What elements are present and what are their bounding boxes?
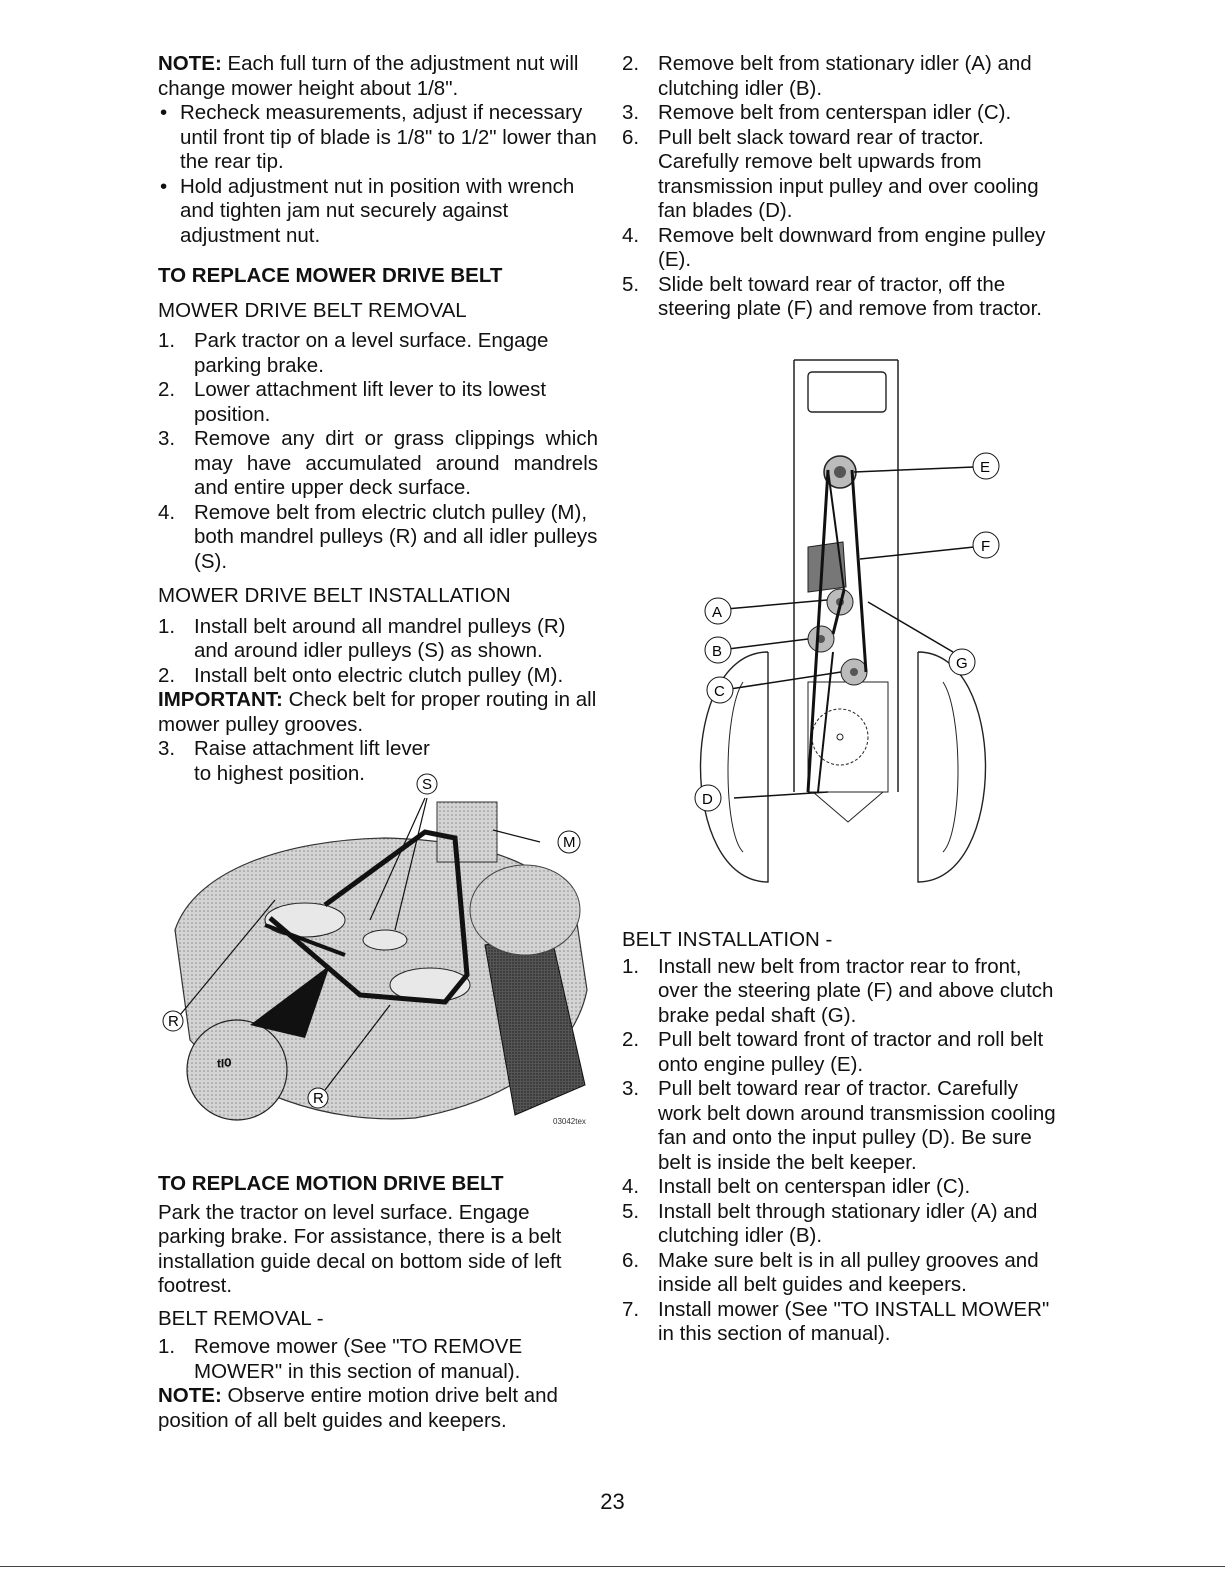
note-label: NOTE: [158,1384,222,1407]
step-text: Pull belt slack toward rear of tractor. Carefully remove belt upwards from transmission input pulley and over cooling fan blades (D). [658,125,1039,222]
bullet-dot: • [160,101,168,124]
list-item [622,273,1062,322]
step-number: 3. [158,427,176,450]
step-number: 1. [158,614,176,638]
callout-f: F [981,538,991,555]
list-item [622,1249,1062,1298]
step-number: 3. [622,101,640,124]
bullet-item [158,101,598,175]
step-text: Install mower (See "TO INSTALL MOWER" in this section of manual). [658,1297,1050,1345]
note-adjustment [158,52,598,101]
step-text: Lower attachment lift lever to its lowest position. [194,378,547,426]
step-number: 3. [158,737,176,760]
list-item [622,1298,1062,1347]
deck-housing [470,865,580,955]
callout-b: B [712,643,723,660]
page-number: 23 [600,1489,625,1514]
idler-pulley [363,930,407,950]
detail-inset [187,1020,287,1120]
step-text: Remove mower (See "TO REMOVE MOWER" in this section of manual). [194,1335,523,1383]
step-text: Pull belt toward rear of tractor. Carefully work belt down around transmission cooling fan and onto the input pulley (D). Be sure belt is inside the belt keeper. [658,1077,1056,1174]
step-number: 4. [622,223,640,247]
list-item [158,501,598,575]
mower-deck-figure [155,770,600,1135]
callout-e: E [980,459,991,476]
step-text: Park tractor on a level surface. Engage parking brake. [194,329,549,377]
step-text: Remove belt from electric clutch pulley (M), both mandrel pulleys (R) and all idler pulleys (S). [194,500,598,573]
step-text: Slide belt toward rear of tractor, off the steering plate (F) and remove from tractor. [658,272,1042,320]
step-text: Remove any dirt or grass clippings which may have accumulated around mandrels and entire upper deck surface. [194,427,598,499]
list-item [622,955,1062,1029]
subheading-mower-belt-removal: MOWER DRIVE BELT REMOVAL [158,298,467,322]
callout-r: R [313,1090,324,1107]
important-text: Check belt for proper routing in all mower pulley grooves. [158,688,597,736]
step-text: Install belt on centerspan idler (C). [658,1175,971,1198]
callout-d: D [702,791,713,808]
list-item [158,378,598,427]
bullet-item [158,175,598,249]
front-plate [808,372,886,412]
note-observe-belt [158,1384,598,1433]
important-note [158,688,598,737]
callout-c: C [714,683,725,700]
motion-drive-belt [808,470,866,792]
figure-code: 03042tex [553,1117,586,1126]
step-number: 6. [622,1248,640,1272]
step-number: 1. [158,329,176,352]
step-number: 4. [622,1175,640,1198]
mandrel-pulley [265,903,345,937]
motion-intro-paragraph: Park the tractor on level surface. Engage parking brake. For assistance, there is a belt installation guide decal on bottom side of left footrest. [158,1200,562,1297]
list-item [622,1175,1062,1200]
step-text: Remove belt downward from engine pulley (E). [658,223,1046,271]
step-text: Install belt through stationary idler (A) and clutching idler (B). [658,1199,1038,1247]
step-text: Install belt around all mandrel pulleys (R) and around idler pulleys (S) as shown. [194,614,566,662]
list-item [622,1077,1062,1175]
step-number: 2. [622,1028,640,1051]
subheading-belt-removal: BELT REMOVAL - [158,1306,324,1330]
note-text: Observe entire motion drive belt and position of all belt guides and keepers. [158,1384,558,1432]
svg-text:ᵗᴵ⁰: ᵗᴵ⁰ [217,1056,232,1076]
important-label: IMPORTANT: [158,688,283,711]
step-text: Pull belt toward front of tractor and roll belt onto engine pulley (E). [658,1028,1044,1076]
step-number: 6. [622,125,640,149]
step-text: Remove belt from stationary idler (A) and clutching idler (B). [658,52,1032,100]
step-number: 4. [158,500,176,524]
right-column-lower [622,928,1062,1347]
step-number: 5. [622,272,640,296]
step-number: 5. [622,1199,640,1223]
heading-replace-motion-drive-belt: TO REPLACE MOTION DRIVE BELT [158,1172,504,1195]
callout-g: G [956,655,968,672]
note-text: Each full turn of the adjustment nut will change mower height about 1/8". [158,52,579,100]
step-number: 2. [622,52,640,75]
step-number: 3. [622,1077,640,1100]
bullet-text: Recheck measurements, adjust if necessary until front tip of blade is 1/8" to 1/2" lower than the rear tip. [180,101,597,173]
tractor-belt-routing-figure [668,352,1018,892]
step-number: 2. [158,663,176,687]
step-text: Make sure belt is in all pulley grooves and inside all belt guides and keepers. [658,1248,1039,1296]
heading-replace-mower-drive-belt: TO REPLACE MOWER DRIVE BELT [158,264,503,287]
subheading-mower-belt-installation: MOWER DRIVE BELT INSTALLATION [158,584,511,607]
callout-m: M [563,834,576,851]
step-text: Remove belt from centerspan idler (C). [658,101,1012,124]
page-bottom-rule [0,1566,1225,1567]
list-item [622,1200,1062,1249]
list-item [158,427,598,501]
callout-a: A [712,604,723,621]
list-item [622,224,1062,273]
step-number: 1. [158,1335,176,1358]
list-item [622,52,1062,101]
step-text: Install belt onto electric clutch pulley (M). [194,663,564,687]
rear-tire-right [918,652,986,882]
bullet-text: Hold adjustment nut in position with wrench and tighten jam nut securely against adjustment nut. [180,174,575,247]
list-item [158,615,598,664]
callout-r: R [168,1013,179,1030]
step-number: 1. [622,954,640,978]
list-item [622,126,1062,224]
bullet-dot: • [160,174,168,198]
step-text: Install new belt from tractor rear to front, over the steering plate (F) and above clutch brake pedal shaft (G). [658,954,1054,1027]
right-column [622,52,1062,322]
input-pulley-fan [812,709,868,765]
list-item [622,101,1062,126]
list-item [158,1335,598,1384]
note-label: NOTE: [158,52,222,75]
step-number: 7. [622,1297,640,1321]
list-item [622,1028,1062,1077]
left-column-lower [158,1172,598,1433]
left-column [158,52,598,786]
subheading-belt-installation: BELT INSTALLATION - [622,928,833,951]
list-item [158,329,598,378]
list-item [158,664,598,689]
clutch-pulley-mount [437,802,497,862]
step-text: Raise attachment lift lever to highest position. [194,737,430,785]
callout-s: S [422,776,433,793]
step-number: 2. [158,378,176,401]
